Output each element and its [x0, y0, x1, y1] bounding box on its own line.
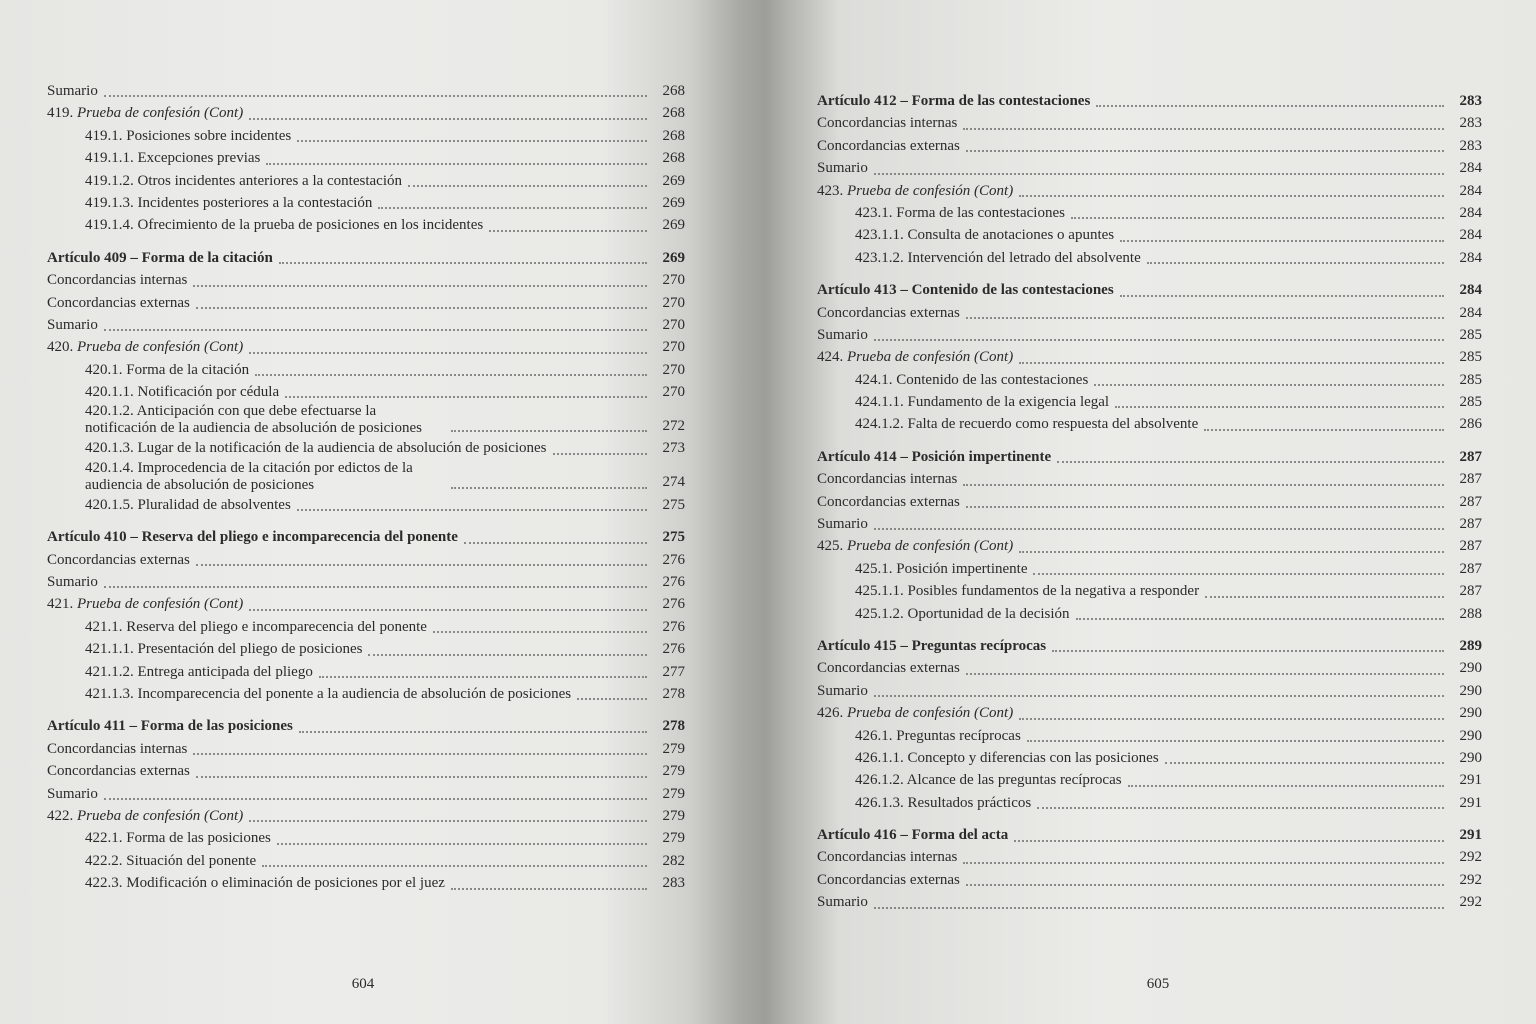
dot-leader — [1165, 762, 1444, 764]
toc-page-number: 270 — [662, 316, 685, 333]
toc-entry — [817, 468, 1482, 490]
toc-subsection-entry — [47, 683, 685, 705]
dot-leader — [1014, 840, 1444, 842]
dot-leader — [249, 609, 647, 611]
toc-entry-title: Concordancias externas — [817, 304, 960, 321]
toc-subsection-entry — [47, 616, 685, 638]
dot-leader — [299, 731, 647, 733]
toc-section-entry — [817, 535, 1482, 557]
dot-leader — [874, 907, 1444, 909]
toc-page-number: 276 — [662, 641, 685, 658]
toc-entry-title — [817, 702, 1013, 724]
toc-page-number: 278 — [662, 718, 685, 735]
toc-page-number: 284 — [1459, 160, 1482, 177]
dot-leader — [874, 173, 1444, 175]
toc-page-number: 289 — [1459, 637, 1482, 654]
toc-subsection-entry — [47, 192, 685, 214]
toc-subsection-entry — [47, 638, 685, 660]
toc-section-entry — [817, 702, 1482, 724]
toc-entry-title — [47, 336, 243, 358]
dot-leader — [266, 163, 647, 165]
toc-subsection-entry — [47, 125, 685, 147]
section-number: 422. — [47, 807, 74, 824]
toc-subsection-entry — [47, 827, 685, 849]
dot-leader — [196, 776, 647, 778]
toc-page-number: 274 — [662, 474, 685, 491]
toc-section-entry — [47, 102, 685, 124]
dot-leader — [874, 695, 1444, 697]
toc-entry-title — [47, 102, 243, 124]
toc-page-number: 290 — [1459, 749, 1482, 766]
toc-entry-title — [817, 180, 1013, 202]
toc-page-number: 292 — [1459, 849, 1482, 866]
dot-leader — [1019, 195, 1444, 197]
dot-leader — [963, 484, 1444, 486]
dot-leader — [279, 262, 647, 264]
toc-subsection-entry — [817, 558, 1482, 580]
toc-entry — [47, 80, 685, 102]
toc-article-heading — [47, 715, 685, 737]
toc-page-number: 284 — [1459, 282, 1482, 299]
toc-entry — [817, 869, 1482, 891]
toc-subsection-entry — [817, 580, 1482, 602]
dot-leader — [451, 430, 647, 432]
toc-entry-title: 422.3. Modificación o eliminación de posiciones por el juez — [85, 875, 445, 892]
toc-entry-title — [817, 535, 1013, 557]
toc-entry — [47, 549, 685, 571]
toc-entry — [47, 269, 685, 291]
toc-page-number: 291 — [1459, 794, 1482, 811]
dot-leader — [1076, 618, 1444, 620]
toc-subsection-entry — [817, 725, 1482, 747]
dot-leader — [874, 339, 1444, 341]
toc-page-number: 270 — [662, 272, 685, 289]
dot-leader — [249, 352, 647, 354]
dot-leader — [1128, 785, 1444, 787]
dot-leader — [193, 753, 647, 755]
toc-page-number: 283 — [662, 875, 685, 892]
toc-page-number: 288 — [1459, 605, 1482, 622]
toc-entry-title: 425.1.2. Oportunidad de la decisión — [855, 605, 1070, 622]
dot-leader — [1019, 362, 1444, 364]
toc-page-number: 286 — [1459, 416, 1482, 433]
dot-leader — [966, 673, 1444, 675]
toc-entry-title: 419.1.1. Excepciones previas — [85, 150, 261, 167]
toc-page-number: 290 — [1459, 682, 1482, 699]
toc-entry — [817, 513, 1482, 535]
toc-page-number: 269 — [662, 217, 685, 234]
dot-leader — [1019, 551, 1444, 553]
toc-entry-title: 420.1.5. Pluralidad de absolventes — [85, 496, 291, 513]
toc-page-number: 276 — [662, 596, 685, 613]
toc-entry — [817, 680, 1482, 702]
toc-page-number: 282 — [662, 852, 685, 869]
toc-entry-title: 419.1.2. Otros incidentes anteriores a la contestación — [85, 172, 402, 189]
toc-list-right — [817, 80, 1482, 914]
toc-page-number: 276 — [662, 618, 685, 635]
toc-subsection-entry — [817, 603, 1482, 625]
toc-entry-title: 419.1.3. Incidentes posteriores a la contestación — [85, 194, 373, 211]
toc-entry — [817, 324, 1482, 346]
toc-entry — [47, 738, 685, 760]
dot-leader — [104, 586, 647, 588]
dot-leader — [433, 631, 647, 633]
dot-leader — [451, 487, 647, 489]
section-title: Prueba de confesión (Cont) — [847, 538, 1014, 555]
toc-entry-title: Artículo 411 – Forma de las posiciones — [47, 718, 293, 735]
toc-subsection-entry — [817, 391, 1482, 413]
toc-entry — [47, 571, 685, 593]
toc-page-number: 292 — [1459, 894, 1482, 911]
section-number: 426. — [817, 705, 844, 722]
toc-page-number: 269 — [662, 172, 685, 189]
dot-leader — [285, 396, 647, 398]
toc-entry-title: Sumario — [47, 574, 98, 591]
dot-leader — [255, 374, 647, 376]
toc-entry-title: Sumario — [817, 682, 868, 699]
toc-entry-title: Artículo 410 – Reserva del pliego e incomparecencia del ponente — [47, 529, 458, 546]
toc-entry-title: 426.1.2. Alcance de las preguntas recíprocas — [855, 772, 1122, 789]
toc-entry — [817, 302, 1482, 324]
dot-leader — [1096, 105, 1444, 107]
toc-page-number: 285 — [1459, 326, 1482, 343]
dot-leader — [1057, 461, 1444, 463]
section-number: 423. — [817, 182, 844, 199]
section-number: 420. — [47, 339, 74, 356]
toc-section-entry — [47, 336, 685, 358]
toc-subsection-entry — [817, 369, 1482, 391]
toc-article-heading — [47, 526, 685, 548]
dot-leader — [489, 230, 647, 232]
dot-leader — [1115, 406, 1444, 408]
toc-entry-title: Artículo 412 – Forma de las contestaciones — [817, 92, 1091, 109]
toc-page-number: 284 — [1459, 204, 1482, 221]
toc-entry — [47, 760, 685, 782]
toc-page-number: 291 — [1459, 827, 1482, 844]
toc-entry-title: 424.1.2. Falta de recuerdo como respuesta del absolvente — [855, 416, 1199, 433]
toc-page-number: 275 — [662, 529, 685, 546]
section-number: 421. — [47, 596, 74, 613]
toc-page-number: 269 — [662, 194, 685, 211]
toc-entry-title: 425.1.1. Posibles fundamentos de la negativa a responder — [855, 583, 1200, 600]
dot-leader — [1205, 596, 1444, 598]
toc-entry-title: 420.1.2. Anticipación con que debe efectuarse la notificación de la audiencia de absolución de posiciones — [85, 403, 422, 437]
toc-subsection-entry — [817, 769, 1482, 791]
toc-subsection-entry — [817, 413, 1482, 435]
toc-page-number: 292 — [1459, 871, 1482, 888]
section-number: 425. — [817, 538, 844, 555]
toc-entry-title: Concordancias internas — [817, 115, 958, 132]
toc-entry-title: Artículo 409 – Forma de la citación — [47, 249, 273, 266]
right-page — [768, 0, 1536, 1024]
toc-page-number: 279 — [662, 740, 685, 757]
dot-leader — [1019, 718, 1444, 720]
page-number-left: 604 — [351, 976, 375, 992]
toc-entry-title: Concordancias externas — [47, 294, 190, 311]
toc-subsection-entry — [817, 247, 1482, 269]
toc-subsection-entry — [817, 202, 1482, 224]
dot-leader — [966, 317, 1444, 319]
toc-entry — [817, 112, 1482, 134]
toc-subsection-entry — [47, 872, 685, 894]
toc-article-heading — [817, 824, 1482, 846]
toc-entry-title: Artículo 413 – Contenido de las contestaciones — [817, 282, 1114, 299]
dot-leader — [966, 506, 1444, 508]
toc-page-number: 279 — [662, 830, 685, 847]
toc-page-number: 284 — [1459, 227, 1482, 244]
toc-page-number: 287 — [1459, 448, 1482, 465]
dot-leader — [966, 884, 1444, 886]
toc-page-number: 278 — [662, 685, 685, 702]
toc-entry-title: Sumario — [817, 894, 868, 911]
toc-article-heading — [817, 446, 1482, 468]
toc-entry-title: 423.1.1. Consulta de anotaciones o apuntes — [855, 227, 1115, 244]
toc-entry-title — [47, 593, 243, 615]
dot-leader — [1094, 384, 1444, 386]
toc-page-number: 270 — [662, 361, 685, 378]
dot-leader — [963, 862, 1444, 864]
dot-leader — [1071, 217, 1444, 219]
toc-page-number: 276 — [662, 551, 685, 568]
toc-entry-title: Concordancias internas — [817, 471, 958, 488]
dot-leader — [196, 564, 647, 566]
section-title: Prueba de confesión (Cont) — [847, 349, 1014, 366]
toc-subsection-entry — [47, 494, 685, 516]
dot-leader — [451, 888, 647, 890]
toc-page-number: 290 — [1459, 727, 1482, 744]
dot-leader — [368, 654, 647, 656]
toc-entry — [817, 847, 1482, 869]
toc-page-number: 287 — [1459, 471, 1482, 488]
toc-page-number: 285 — [1459, 349, 1482, 366]
toc-page-number: 287 — [1459, 583, 1482, 600]
dot-leader — [319, 676, 647, 678]
toc-entry — [47, 292, 685, 314]
dot-leader — [408, 185, 647, 187]
toc-entry-title: 421.1.3. Incomparecencia del ponente a la audiencia de absolución de posiciones — [85, 685, 572, 702]
toc-article-heading — [817, 635, 1482, 657]
dot-leader — [577, 698, 647, 700]
toc-entry-title: Concordancias externas — [817, 493, 960, 510]
dot-leader — [1037, 807, 1444, 809]
toc-subsection-entry — [47, 850, 685, 872]
dot-leader — [262, 865, 647, 867]
toc-entry-title: 426.1.3. Resultados prácticos — [855, 794, 1032, 811]
toc-article-heading — [817, 90, 1482, 112]
section-title: Prueba de confesión (Cont) — [847, 182, 1014, 199]
dot-leader — [1147, 262, 1444, 264]
dot-leader — [104, 798, 647, 800]
toc-subsection-entry — [817, 747, 1482, 769]
toc-entry-title: Concordancias internas — [817, 849, 958, 866]
toc-page-number: 287 — [1459, 560, 1482, 577]
dot-leader — [963, 128, 1444, 130]
dot-leader — [966, 150, 1444, 152]
toc-page-number: 269 — [662, 249, 685, 266]
toc-subsection-entry — [47, 170, 685, 192]
toc-entry-title: 421.1.2. Entrega anticipada del pliego — [85, 663, 313, 680]
toc-subsection-entry — [817, 792, 1482, 814]
toc-subsection-entry — [47, 147, 685, 169]
toc-entry-title: Sumario — [817, 160, 868, 177]
toc-page-number: 279 — [662, 785, 685, 802]
section-number: 424. — [817, 349, 844, 366]
section-title: Prueba de confesión (Cont) — [77, 339, 244, 356]
toc-entry-title: Concordancias externas — [47, 551, 190, 568]
toc-entry-title: 419.1.4. Ofrecimiento de la prueba de posiciones en los incidentes — [85, 217, 484, 234]
toc-entry-title: Concordancias externas — [47, 763, 190, 780]
toc-page-number: 270 — [662, 384, 685, 401]
toc-entry-title: 420.1.4. Improcedencia de la citación por edictos de la audiencia de absolución de posiciones — [85, 459, 413, 493]
toc-entry-title: 421.1.1. Presentación del pliego de posiciones — [85, 641, 363, 658]
dot-leader — [193, 285, 647, 287]
section-title: Prueba de confesión (Cont) — [77, 807, 244, 824]
toc-entry-title: Concordancias externas — [817, 871, 960, 888]
toc-entry-title: 424.1.1. Fundamento de la exigencia legal — [855, 394, 1110, 411]
toc-article-heading — [47, 247, 685, 269]
toc-entry-title: Concordancias internas — [47, 740, 188, 757]
toc-entry-title: Concordancias internas — [47, 272, 188, 289]
toc-section-entry — [47, 593, 685, 615]
page-number-right: 605 — [1146, 976, 1170, 992]
toc-entry-title: 424.1. Contenido de las contestaciones — [855, 371, 1089, 388]
toc-page-number: 270 — [662, 294, 685, 311]
dot-leader — [1120, 295, 1444, 297]
toc-entry-title: Sumario — [817, 326, 868, 343]
toc-page-number: 290 — [1459, 705, 1482, 722]
toc-page-number: 279 — [662, 763, 685, 780]
toc-entry-title: 425.1. Posición impertinente — [855, 560, 1028, 577]
toc-subsection-entry — [47, 460, 685, 494]
section-number: 419. — [47, 105, 74, 122]
toc-entry-title: Concordancias externas — [817, 137, 960, 154]
toc-entry-title: Sumario — [47, 316, 98, 333]
toc-page-number: 285 — [1459, 371, 1482, 388]
toc-entry-title: Artículo 416 – Forma del acta — [817, 827, 1009, 844]
toc-entry-title: Artículo 415 – Preguntas recíprocas — [817, 637, 1047, 654]
toc-page-number: 279 — [662, 807, 685, 824]
toc-entry-title: 422.1. Forma de las posiciones — [85, 830, 271, 847]
toc-section-entry — [817, 180, 1482, 202]
toc-page-number: 283 — [1459, 92, 1482, 109]
toc-entry-title — [47, 805, 243, 827]
toc-section-entry — [47, 805, 685, 827]
toc-page-number: 284 — [1459, 304, 1482, 321]
toc-entry-title: 420.1.3. Lugar de la notificación de la audiencia de absolución de posiciones — [85, 440, 547, 457]
dot-leader — [378, 207, 647, 209]
toc-article-heading — [817, 279, 1482, 301]
toc-page-number: 284 — [1459, 182, 1482, 199]
toc-page-number: 277 — [662, 663, 685, 680]
toc-entry-title: 423.1. Forma de las contestaciones — [855, 204, 1065, 221]
toc-entry-title: Sumario — [47, 785, 98, 802]
toc-subsection-entry — [47, 661, 685, 683]
toc-page-number: 268 — [662, 150, 685, 167]
toc-entry — [817, 491, 1482, 513]
toc-entry — [817, 657, 1482, 679]
toc-section-entry — [817, 346, 1482, 368]
toc-page-number: 273 — [662, 440, 685, 457]
toc-page-number: 285 — [1459, 394, 1482, 411]
dot-leader — [1204, 429, 1444, 431]
toc-entry-title: 421.1. Reserva del pliego e incomparecencia del ponente — [85, 618, 427, 635]
dot-leader — [1120, 240, 1444, 242]
dot-leader — [249, 118, 647, 120]
toc-entry-title: 426.1.1. Concepto y diferencias con las posiciones — [855, 749, 1159, 766]
dot-leader — [1033, 573, 1444, 575]
toc-page-number: 287 — [1459, 516, 1482, 533]
toc-entry-title: Sumario — [817, 516, 868, 533]
toc-entry — [47, 314, 685, 336]
dot-leader — [874, 528, 1444, 530]
toc-entry — [817, 891, 1482, 913]
toc-page-number: 268 — [662, 127, 685, 144]
toc-entry-title: Sumario — [47, 82, 98, 99]
toc-entry-title: Artículo 414 – Posición impertinente — [817, 448, 1052, 465]
toc-entry-title: 423.1.2. Intervención del letrado del absolvente — [855, 249, 1141, 266]
toc-page-number: 283 — [1459, 115, 1482, 132]
dot-leader — [297, 140, 647, 142]
section-title: Prueba de confesión (Cont) — [847, 705, 1014, 722]
toc-subsection-entry — [817, 224, 1482, 246]
toc-subsection-entry — [47, 403, 685, 437]
toc-entry-title: 419.1. Posiciones sobre incidentes — [85, 127, 292, 144]
toc-page-number: 290 — [1459, 660, 1482, 677]
toc-entry — [817, 157, 1482, 179]
dot-leader — [277, 843, 647, 845]
toc-entry — [817, 135, 1482, 157]
toc-page-number: 268 — [662, 82, 685, 99]
toc-entry-title: 422.2. Situación del ponente — [85, 852, 257, 869]
dot-leader — [1052, 650, 1444, 652]
toc-subsection-entry — [47, 437, 685, 459]
toc-subsection-entry — [47, 381, 685, 403]
dot-leader — [104, 95, 647, 97]
toc-page-number: 276 — [662, 574, 685, 591]
dot-leader — [196, 307, 647, 309]
toc-entry-title: 426.1. Preguntas recíprocas — [855, 727, 1021, 744]
toc-subsection-entry — [47, 214, 685, 236]
dot-leader — [1027, 740, 1444, 742]
toc-entry-title: Concordancias externas — [817, 660, 960, 677]
dot-leader — [249, 820, 647, 822]
toc-page-number: 272 — [662, 418, 685, 435]
toc-page-number: 284 — [1459, 249, 1482, 266]
toc-entry — [47, 783, 685, 805]
toc-entry-title — [817, 346, 1013, 368]
dot-leader — [553, 453, 647, 455]
dot-leader — [104, 329, 647, 331]
toc-page-number: 287 — [1459, 493, 1482, 510]
toc-page-number: 268 — [662, 105, 685, 122]
toc-page-number: 283 — [1459, 137, 1482, 154]
section-title: Prueba de confesión (Cont) — [77, 105, 244, 122]
toc-page-number: 287 — [1459, 538, 1482, 555]
toc-entry-title: 420.1.1. Notificación por cédula — [85, 384, 280, 401]
toc-list-left — [47, 80, 685, 895]
section-title: Prueba de confesión (Cont) — [77, 596, 244, 613]
toc-page-number: 275 — [662, 496, 685, 513]
dot-leader — [297, 509, 647, 511]
toc-subsection-entry — [47, 359, 685, 381]
dot-leader — [464, 542, 647, 544]
toc-page-number: 291 — [1459, 772, 1482, 789]
toc-entry-title: 420.1. Forma de la citación — [85, 361, 250, 378]
toc-page-number: 270 — [662, 339, 685, 356]
